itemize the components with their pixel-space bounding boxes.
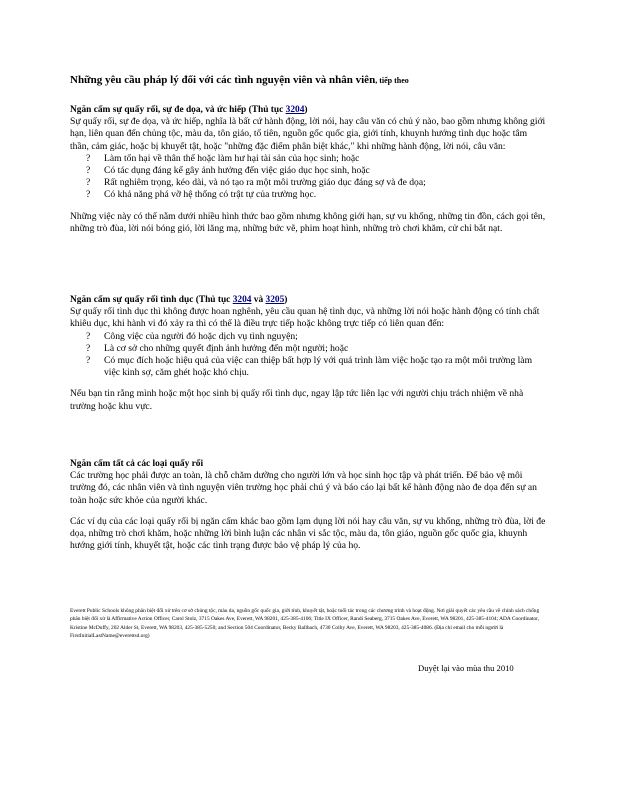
section-sexual-harassment-paragraph: Sự quấy rối tình dục thì không được hoan nghênh, yêu cầu quan hệ tình dục, và những lời nói hoặc hành động có tính chất khiêu dục, khi hành vi đó xảy ra thì có thể là điều trực tiếp hoặc không trực tiếp có liên quan đến: bbox=[70, 306, 540, 330]
section-all-harassment-paragraph-2: Các ví dụ của các loại quấy rối bị ngăn cấm khác bao gồm lạm dụng lời nói hay câu văn, sự vu khống, những trò đùa, lời đe dọa, những trò chơi khăm, hoặc những lời bình luận các nhân vi sắc tộc, màu da, tôn giáo, nguồn gốc quốc gia, khuynh hướng giới tính, khuyết tật, hoặc các tình trạng được bảo vệ pháp lý của họ. bbox=[70, 515, 546, 552]
list-item bbox=[70, 165, 546, 177]
bullet-icon: ? bbox=[86, 355, 91, 367]
list-item bbox=[70, 177, 546, 189]
bullet-icon: ? bbox=[86, 177, 91, 189]
section-heading-text: Ngăn cấm sự quấy rối, sự đe dọa, và ức hiếp bbox=[70, 105, 247, 115]
section-all-harassment-heading: Ngăn cấm tất cả các loại quấy rối bbox=[70, 459, 204, 469]
list-item-text: Có tác dụng đáng kể gây ảnh hưởng đến việc giáo dục học sinh, hoặc bbox=[104, 165, 370, 177]
list-item bbox=[70, 153, 546, 165]
procedure-3204-link[interactable]: 3204 bbox=[285, 105, 305, 115]
section-heading-ref-prefix: (Thủ tục bbox=[248, 105, 286, 115]
list-item bbox=[70, 355, 546, 379]
section-harassment-paragraph: Sự quấy rối, sự đe dọa, và ức hiếp, nghĩa là bất cứ hành động, lời nói, hay câu văn có chủ ý nào, bao gồm nhưng không giới hạn, liên quan đến chủng tộc, màu da, tôn giáo, tổ tiên, nguồn gốc quốc gia, giới tính, khuynh hướng tình dục hoặc tâm thần, cảm giác, hoặc bị khuyết tật, hoặc "những đặc điểm phân biệt khác," khi những hành động, lời nói, câu văn: bbox=[70, 116, 546, 152]
list-item-text: Có khả năng phá vỡ hệ thống có trật tự của trường học. bbox=[104, 189, 317, 201]
section-heading-ref-prefix: (Thủ tục bbox=[195, 295, 233, 305]
section-harassment-paragraph-2: Những việc này có thể nằm dưới nhiều hình thức bao gồm nhưng không giới hạn, sự vu khống, những tin đồn, cách gọi tên, những trò đùa, lời nói bóng gió, lời lăng mạ, những bức vẽ, phim hoạt hình, những trò chơi khăm, cử chỉ bắt nạt. bbox=[70, 210, 546, 234]
procedure-3205-link[interactable]: 3205 bbox=[265, 295, 285, 305]
section-heading-ref-suffix: ) bbox=[304, 105, 308, 115]
list-item-text: Làm tổn hại về thân thể hoặc làm hư hại tài sản của học sinh; hoặc bbox=[104, 152, 360, 164]
list-item bbox=[70, 331, 546, 343]
bullet-icon: ? bbox=[86, 330, 91, 342]
list-item bbox=[70, 343, 546, 355]
list-item-text: Công việc của người đó hoặc dịch vụ tình nguyện; bbox=[104, 330, 298, 342]
section-all-harassment bbox=[70, 458, 546, 552]
procedure-3204-link[interactable]: 3204 bbox=[232, 295, 252, 305]
list-item-text: Là cơ sở cho những quyết định ảnh hưởng đến một người; hoặc bbox=[104, 342, 349, 354]
section-harassment bbox=[70, 104, 546, 235]
section-heading-text: Ngăn cấm sự quấy rối tình dục bbox=[70, 295, 194, 305]
section-sexual-harassment-list bbox=[70, 331, 546, 380]
list-item bbox=[70, 189, 546, 201]
bullet-icon: ? bbox=[86, 165, 91, 177]
list-item-text: Có mục đích hoặc hiệu quả của việc can thiệp bất hợp lý với quá trình làm việc hoặc tạo ra một môi trường làm việc kinh sợ, căm ghét hoặc khó chịu. bbox=[104, 355, 533, 379]
section-heading-ref-mid: và bbox=[251, 295, 266, 305]
list-item-text: Rất nghiêm trọng, kéo dài, và nó tạo ra một môi trường giáo dục đáng sợ và đe dọa; bbox=[104, 177, 426, 189]
section-sexual-harassment-heading bbox=[70, 294, 546, 306]
page-title-main: Những yêu cầu pháp lý đối với các tình nguyện viên và nhân viên bbox=[70, 74, 376, 86]
section-heading-ref-suffix: ) bbox=[284, 295, 288, 305]
page-title bbox=[70, 74, 550, 86]
section-sexual-harassment-paragraph-2: Nếu bạn tin rằng mình hoặc một học sinh bị quấy rối tình dục, ngay lập tức liên lạc với người chịu trách nhiệm về nhà trường hoặc khu vực. bbox=[70, 388, 524, 412]
bullet-icon: ? bbox=[86, 189, 91, 201]
page-title-sub: , tiếp theo bbox=[375, 76, 409, 85]
nondiscrimination-footer: Everett Public Schools không phân biệt đối xử trên cơ sở chủng tộc, màu da, nguồn gốc quốc gia, giới tính, khuyết tật, hoặc tuổi tác trong các chương trình và hoạt động. Nơi giải quyết các yêu cầu về chính sách chống phân biệt đối xử là Affirmative Action Officer, Carol Stolz, 3715 Oakes Ave, Everett, WA 98201, 425-385-4106; Title IX Officer, Randi Seaberg, 3715 Oakes Ave, Everett, WA 98201, 425-385-4104; ADA Coordinator, Kristine McDuffy, 202 Alder St, Everett, WA 98203, 425-385-5250; and Section 504 Coordinator, Becky Ballbach, 4730 Colby Ave, Everett, WA 98203, 425-385-4086. (Địa chỉ email cho mỗi người là FirstInitialLastName@everettsd.org) bbox=[70, 608, 540, 639]
section-harassment-heading bbox=[70, 104, 546, 116]
revision-date: Duyệt lại vào mùa thu 2010 bbox=[418, 663, 514, 673]
bullet-icon: ? bbox=[86, 342, 91, 354]
bullet-icon: ? bbox=[86, 152, 91, 164]
section-sexual-harassment bbox=[70, 294, 546, 413]
section-all-harassment-paragraph: Các trường học phải được an toàn, là chỗ chăm dưỡng cho người lớn và học sinh học tập và phát triển. Để bảo vệ môi trường đó, các nhân viên và tình nguyện viên trường học phải chú ý và báo cáo lại bất kể hành động nào đe dọa đến sự an toàn hoặc sức khỏe của người khác. bbox=[70, 470, 537, 506]
section-harassment-list bbox=[70, 153, 546, 202]
